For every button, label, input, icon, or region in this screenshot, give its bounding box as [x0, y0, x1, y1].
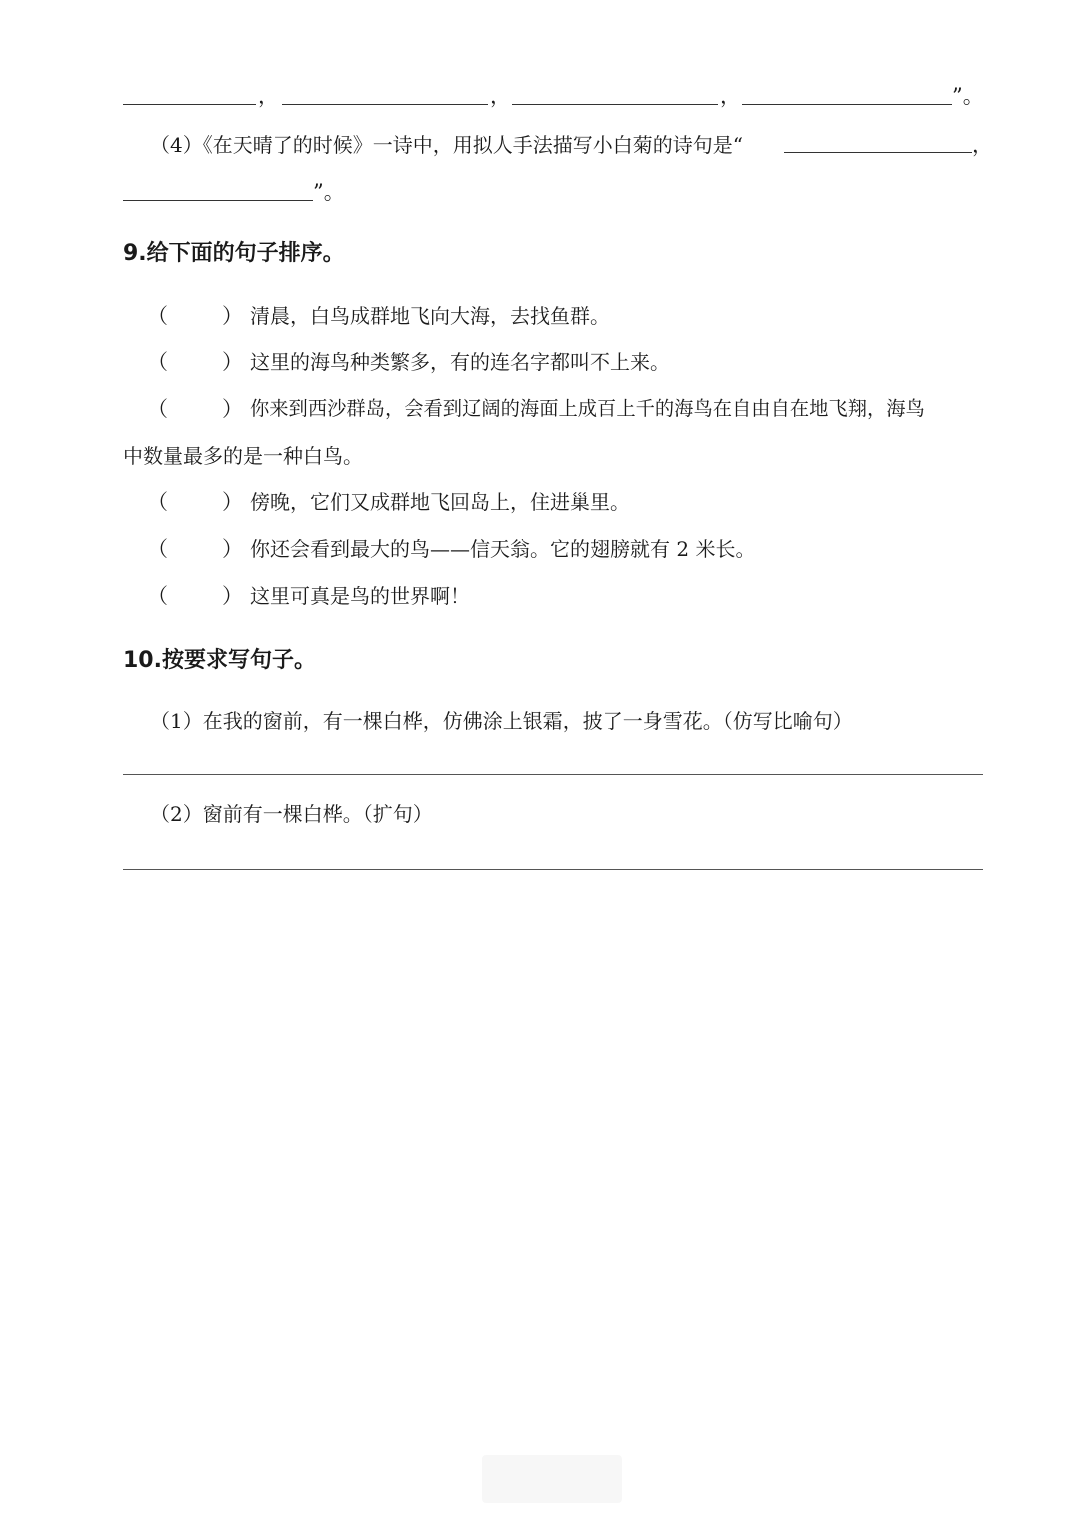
faint-watermark-patch [482, 1455, 622, 1503]
question-heading: 10.按要求写句子。 [123, 648, 316, 673]
sentence-text: 这里的海鸟种类繁多，有的连名字都叫不上来。 [250, 350, 670, 374]
order-paren-open: （ [147, 584, 168, 608]
question-heading: 9.给下面的句子排序。 [123, 241, 345, 266]
sentence-text: 你来到西沙群岛，会看到辽阔的海面上成百上千的海鸟在自由自在地飞翔，海鸟 [250, 397, 925, 420]
punctuation: ”。 [952, 84, 984, 108]
order-paren-close: ） [222, 397, 243, 421]
sentence-text: 你还会看到最大的鸟——信天翁。它的翅膀就有 2 米长。 [250, 537, 756, 561]
answer-line[interactable] [123, 774, 983, 775]
punctuation: ， [720, 84, 741, 108]
order-paren-open: （ [147, 397, 168, 421]
order-paren-open: （ [147, 350, 168, 374]
punctuation: ”。 [313, 180, 345, 204]
fill-blank[interactable] [123, 200, 313, 201]
punctuation: ， [972, 133, 993, 157]
order-paren-open: （ [147, 304, 168, 328]
order-paren-open: （ [147, 490, 168, 514]
punctuation: ， [490, 84, 511, 108]
order-paren-close: ） [222, 537, 243, 561]
fill-blank[interactable] [784, 152, 972, 153]
sentence-text: 这里可真是鸟的世界啊！ [250, 584, 470, 608]
answer-line[interactable] [123, 869, 983, 870]
order-paren-close: ） [222, 304, 243, 328]
fill-blank[interactable] [512, 104, 718, 105]
sentence-text: 傍晚，它们又成群地飞回岛上，住进巢里。 [250, 490, 630, 514]
question-text: （4）《在天晴了的时候》一诗中，用拟人手法描写小白菊的诗句是“ [150, 133, 743, 157]
sentence-text-continuation: 中数量最多的是一种白鸟。 [123, 444, 363, 468]
order-paren-close: ） [222, 350, 243, 374]
order-paren-open: （ [147, 537, 168, 561]
question-text: （2）窗前有一棵白桦。（扩句） [150, 802, 433, 826]
order-paren-close: ） [222, 584, 243, 608]
fill-blank[interactable] [742, 104, 952, 105]
fill-blank[interactable] [282, 104, 488, 105]
punctuation: ， [258, 84, 279, 108]
question-text: （1）在我的窗前，有一棵白桦，仿佛涂上银霜，披了一身雪花。（仿写比喻句） [150, 709, 853, 733]
fill-blank[interactable] [123, 104, 256, 105]
order-paren-close: ） [222, 490, 243, 514]
sentence-text: 清晨，白鸟成群地飞向大海，去找鱼群。 [250, 304, 610, 328]
